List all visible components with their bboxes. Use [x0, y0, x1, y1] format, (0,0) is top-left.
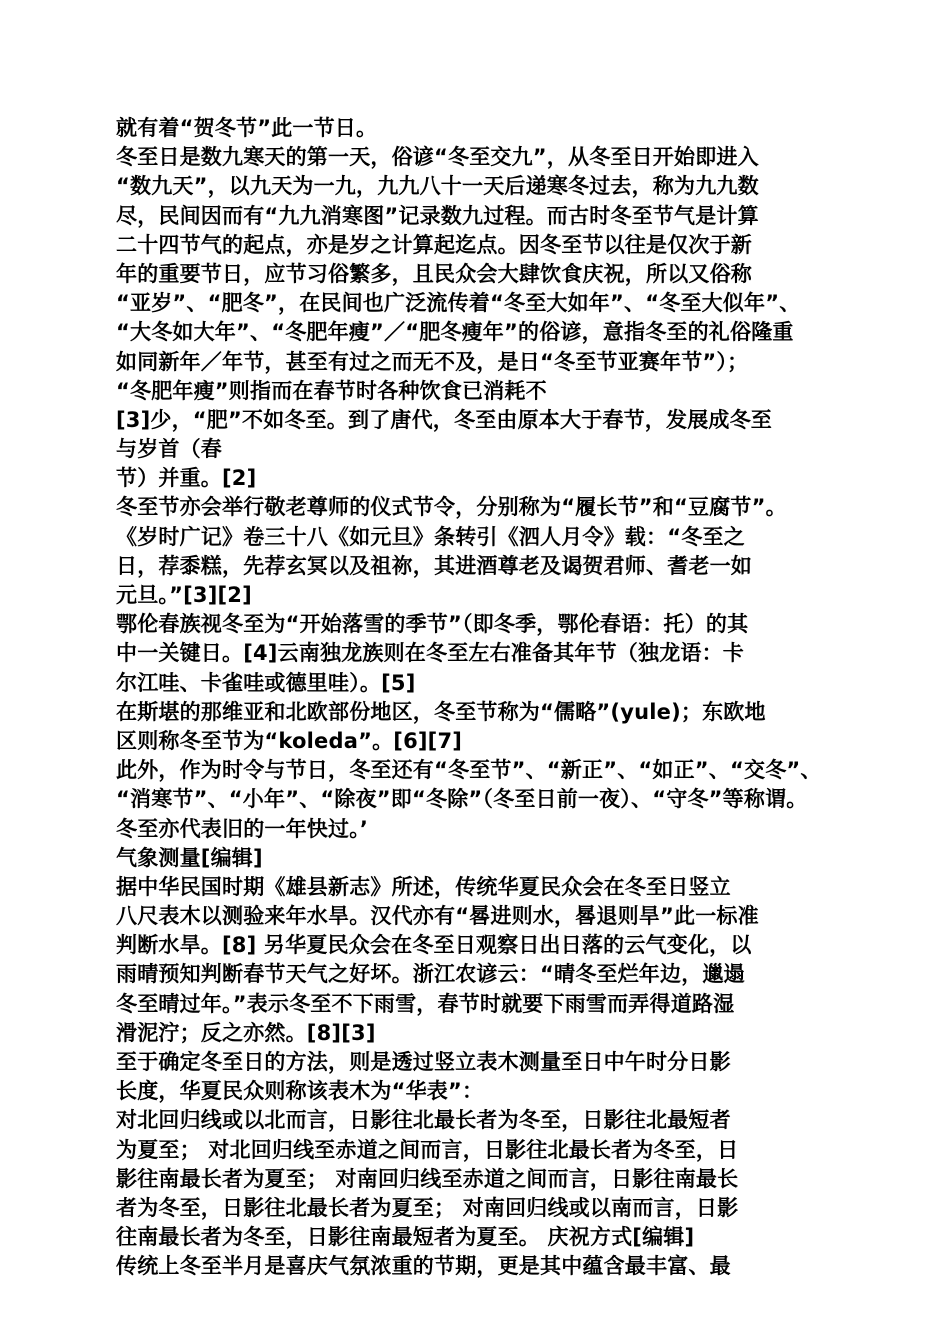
text-line: 往南最长者为冬至，日影往南最短者为夏至。 庆祝方式[编辑] — [116, 1225, 695, 1250]
text-line: 冬至亦代表旧的一年快过。’ — [116, 816, 369, 841]
text-line: [3]少，“肥”不如冬至。到了唐代，冬至由原本大于春节，发展成冬至 — [116, 407, 773, 432]
text-line: “大冬如大年”、“冬肥年瘦”／“肥冬瘦年”的俗谚，意指冬至的礼俗隆重 — [116, 320, 794, 345]
text-line: 年的重要节日，应节习俗繁多，且民众会大肆饮食庆祝，所以又俗称 — [116, 261, 752, 286]
section-heading-meteorology: 气象测量[编辑] — [116, 845, 263, 870]
text-line: 传统上冬至半月是喜庆气氛浓重的节期，更是其中蕴含最丰富、最 — [116, 1254, 731, 1279]
text-line: 与岁首（春 — [116, 437, 222, 462]
text-line: “数九天”，以九天为一九，九九八十一天后递寒冬过去，称为九九数 — [116, 174, 759, 199]
text-line: 此外，作为时令与节日，冬至还有“冬至节”、“新正”、“如正”、“交冬”、 — [116, 758, 822, 783]
text-line: 区则称冬至节为“koleda”。[6][7] — [116, 728, 463, 753]
text-line: 为夏至； 对北回归线至赤道之间而言，日影往北最长者为冬至，日 — [116, 1137, 739, 1162]
text-line: 尽，民间因而有“九九消寒图”记录数九过程。而古时冬至节气是计算 — [116, 203, 759, 228]
text-line: 影往南最长者为夏至； 对南回归线至赤道之间而言，日影往南最长 — [116, 1166, 739, 1191]
text-line: 就有着“贺冬节”此一节日。 — [116, 116, 378, 140]
text-line: 判断水旱。[8] 另华夏民众会在冬至日观察日出日落的云气变化，以 — [116, 933, 752, 958]
text-line: 鄂伦春族视冬至为“开始落雪的季节”（即冬季，鄂伦春语：托）的其 — [116, 612, 749, 637]
text-line: 在斯堪的那维亚和北欧部份地区，冬至节称为“儒略”(yule)；东欧地 — [116, 699, 766, 724]
text-line: 二十四节气的起点，亦是岁之计算起迄点。因冬至节以往是仅次于新 — [116, 232, 752, 257]
text-line: 冬至晴过年。”表示冬至不下雨雪，春节时就要下雨雪而弄得道路湿 — [116, 991, 735, 1016]
text-line: 尔江哇、卡雀哇或德里哇）。[5] — [116, 670, 416, 695]
text-line: 据中华民国时期《雄县新志》所述，传统华夏民众会在冬至日竖立 — [116, 874, 731, 899]
text-line: “亚岁”、“肥冬”，在民间也广泛流传着“冬至大如年”、“冬至大似年”、 — [116, 291, 801, 316]
text-line: “冬肥年瘦”则指而在春节时各种饮食已消耗不 — [116, 378, 547, 403]
text-line: 元旦。”[3][2] — [116, 583, 252, 607]
text-line: 冬至日是数九寒天的第一天，俗谚“冬至交九”，从冬至日开始即进入 — [116, 145, 759, 170]
text-line: 雨晴预知判断春节天气之好坏。浙江农谚云：“晴冬至烂年边，邋遢 — [116, 962, 745, 987]
text-line: 《岁时广记》卷三十八《如元旦》条转引《泗人月令》载：“冬至之 — [116, 524, 745, 549]
text-line: 长度，华夏民众则称该表木为“华表”： — [116, 1079, 484, 1104]
text-line: 至于确定冬至日的方法，则是透过竖立表木测量至日中午时分日影 — [116, 1050, 731, 1074]
text-line: 八尺表木以测验来年水旱。汉代亦有“晷进则水，晷退则旱”此一标准 — [116, 904, 759, 929]
text-line: 滑泥泞；反之亦然。[8][3] — [116, 1020, 376, 1045]
document-body — [116, 114, 846, 1282]
text-line: 日，荐黍糕，先荐玄冥以及祖祢，其进酒尊老及谒贺君师、耆老一如 — [116, 553, 752, 578]
text-line: 对北回归线或以北而言，日影往北最长者为冬至，日影往北最短者 — [116, 1108, 731, 1133]
text-line: 如同新年／年节，甚至有过之而无不及，是日“冬至节亚赛年节”）； — [116, 349, 749, 374]
text-line: “消寒节”、“小年”、“除夜”即“冬除”（冬至日前一夜）、“守冬”等称谓。 — [116, 787, 808, 812]
text-line: 节）并重。[2] — [116, 466, 257, 491]
text-line: 冬至节亦会举行敬老尊师的仪式节令，分别称为“履长节”和“豆腐节”。 — [116, 495, 787, 520]
text-line: 中一关键日。[4]云南独龙族则在冬至左右准备其年节（独龙语：卡 — [116, 641, 745, 666]
text-line: 者为冬至，日影往北最长者为夏至； 对南回归线或以南而言，日影 — [116, 1195, 739, 1220]
